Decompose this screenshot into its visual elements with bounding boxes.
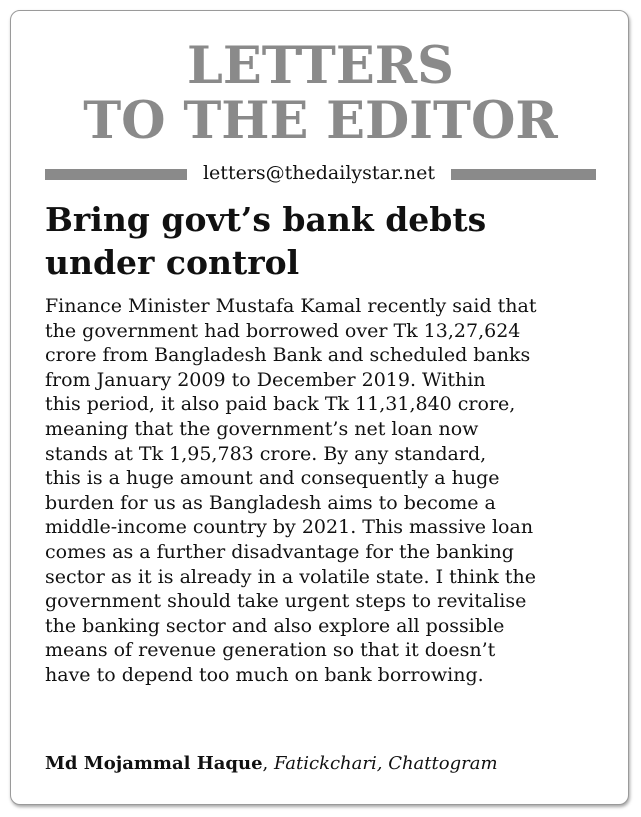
body-line: comes as a further disadvantage for the banking <box>45 540 514 563</box>
editor-email-link[interactable]: letters@thedailystar.net <box>202 162 436 184</box>
header-rule-right <box>451 169 596 180</box>
body-line: stands at Tk 1,95,783 crore. By any standard, <box>45 442 487 465</box>
body-line: burden for us as Bangladesh aims to become a <box>45 491 496 514</box>
body-line: sector as it is already in a volatile state. I think the <box>45 565 537 588</box>
body-line: the government had borrowed over Tk 13,27,624 <box>45 319 521 342</box>
body-line: Finance Minister Mustafa Kamal recently said that <box>45 295 537 317</box>
body-line: middle-income country by 2021. This massive loan <box>45 516 534 539</box>
body-line: have to depend too much on bank borrowing. <box>45 663 484 686</box>
author-name: Md Mojammal Haque <box>45 753 263 774</box>
header-rule-left <box>45 169 187 180</box>
letter-signature <box>45 752 605 776</box>
body-line: crore from Bangladesh Bank and scheduled banks <box>45 344 531 367</box>
author-location: Fatickchari, Chattogram <box>274 753 498 774</box>
signature-separator: , <box>262 753 274 774</box>
headline-line: Bring govt’s bank debts <box>45 200 487 239</box>
headline-line: under control <box>45 243 300 282</box>
letter-body <box>45 294 605 688</box>
body-line: meaning that the government’s net loan now <box>45 417 479 440</box>
body-line: from January 2009 to December 2019. Within <box>45 368 486 391</box>
letter-headline <box>45 198 605 284</box>
body-line: government should take urgent steps to revitalise <box>45 590 527 613</box>
body-line: this is a huge amount and consequently a huge <box>45 467 500 490</box>
section-title-line-2: TO THE EDITOR <box>83 91 558 151</box>
body-line: the banking sector and also explore all possible <box>45 614 505 637</box>
section-title-line-1: LETTERS <box>187 36 454 96</box>
body-line: this period, it also paid back Tk 11,31,840 crore, <box>45 393 516 416</box>
body-line: means of revenue generation so that it doesn’t <box>45 639 496 662</box>
